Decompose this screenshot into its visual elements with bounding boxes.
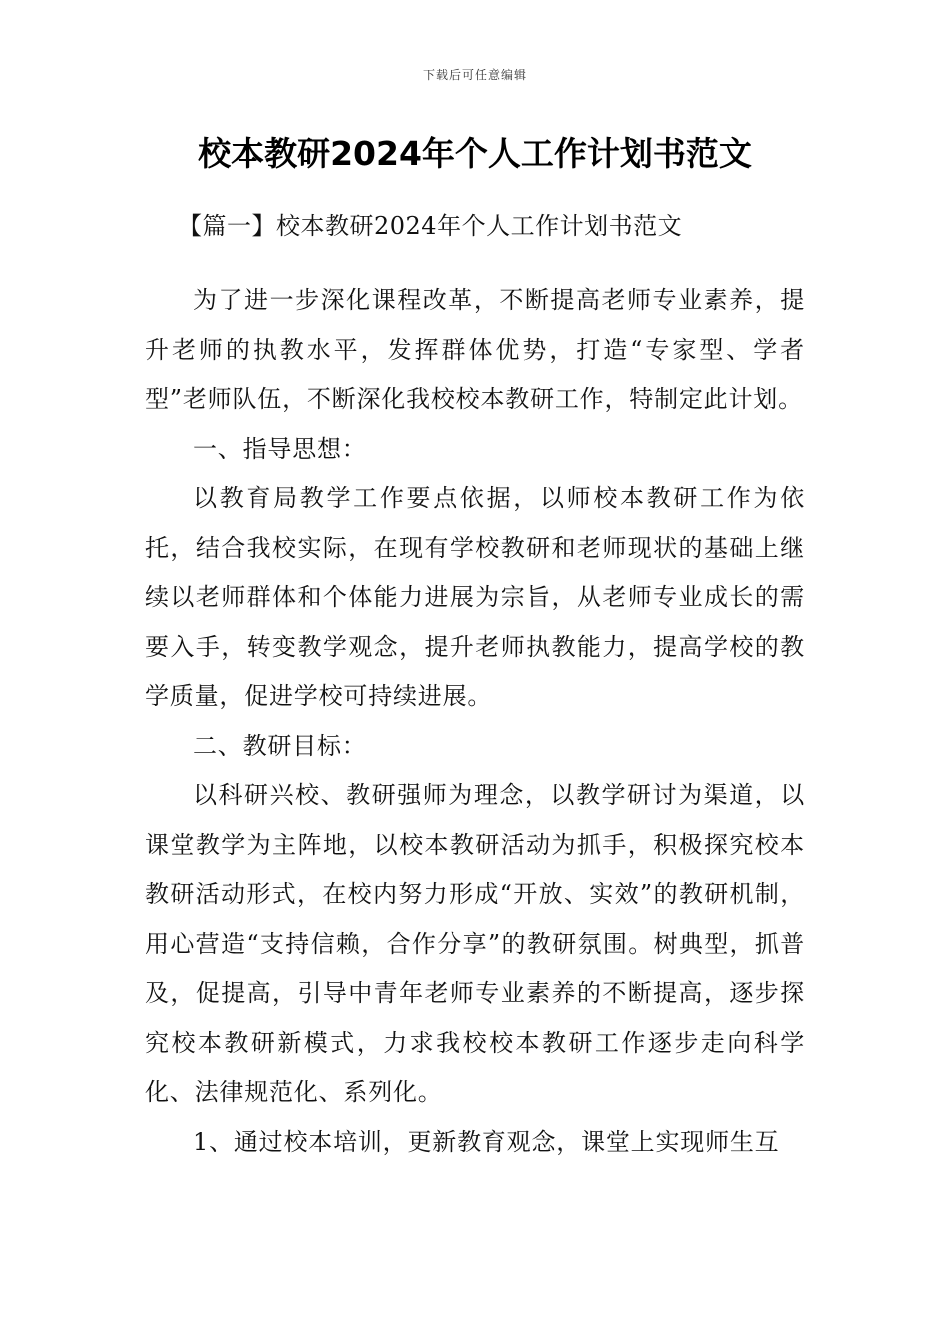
- paragraph-intro: 为了进一步深化课程改革，不断提高老师专业素养，提升老师的执教水平，发挥群体优势，打造“专家型、学者型”老师队伍，不断深化我校校本教研工作，特制定此计划。: [145, 286, 805, 413]
- paragraph-guiding-thought: 以教育局教学工作要点依据，以师校本教研工作为依托，结合我校实际，在现有学校教研和老师现状的基础上继续以老师群体和个体能力进展为宗旨，从老师专业成长的需要入手，转变教学观念，提升老师执教能力，提高学校的教学质量，促进学校可持续进展。: [145, 484, 805, 710]
- section-heading: 【篇一】校本教研2024年个人工作计划书范文: [178, 212, 683, 240]
- heading-guiding-thought: 一、指导思想：: [193, 434, 367, 463]
- paragraph-item-1: 1、通过校本培训，更新教育观念，课堂上实现师生互: [193, 1127, 780, 1156]
- heading-research-goals: 二、教研目标：: [193, 731, 367, 760]
- document-title: 校本教研2024年个人工作计划书范文: [198, 134, 752, 173]
- header-note: 下载后可任意编辑: [422, 68, 527, 82]
- document-body: [145, 276, 805, 1167]
- paragraph-research-goals: 以科研兴校、教研强师为理念，以教学研讨为渠道，以课堂教学为主阵地，以校本教研活动为抓手，积极探究校本教研活动形式，在校内努力形成“开放、实效”的教研机制，用心营造“支持信赖，合作分享”的教研氛围。树典型，抓普及，促提高，引导中青年老师专业素养的不断提高，逐步探究校本教研新模式，力求我校校本教研工作逐步走向科学化、法律规范化、系列化。: [145, 781, 805, 1106]
